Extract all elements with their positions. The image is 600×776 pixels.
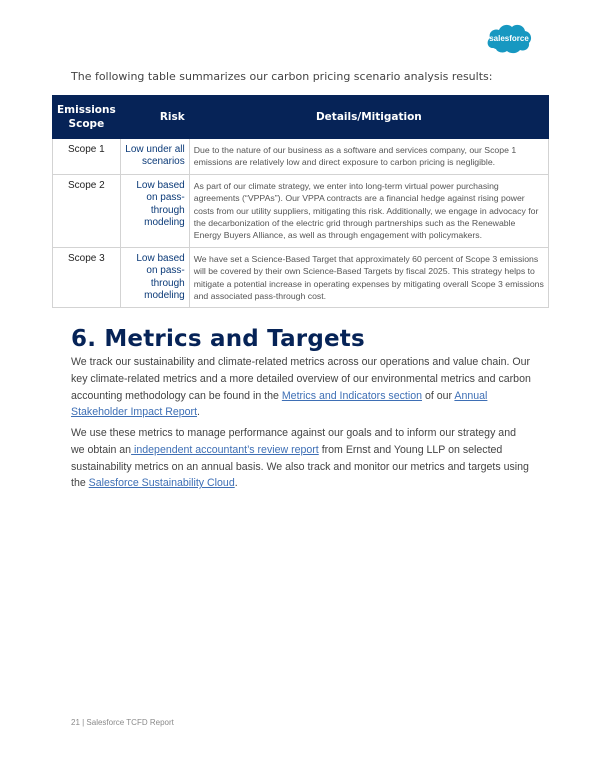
table-row xyxy=(53,247,549,308)
table-intro: The following table summarizes our carbon pricing scenario analysis results: xyxy=(71,70,493,83)
paragraph-text: We track our sustainability and climate-related metrics across our operations and value chain. Our key climate-related metrics and a more detailed overview of our environmental metrics and carbon accounting methodology can be found in the xyxy=(71,356,531,402)
review-report-link[interactable]: independent accountant’s review report xyxy=(131,443,319,456)
paragraph-text: from Ernst and Young LLP on selected sustainability metrics on an annual basis. We also track and monitor our metrics and targets using the xyxy=(71,443,529,490)
paragraph-text: . xyxy=(197,406,200,419)
cell-scope: Scope 1 xyxy=(53,139,121,175)
stakeholder-report-link[interactable]: Annual Stakeholder Impact Report xyxy=(71,389,488,419)
salesforce-logo xyxy=(485,21,533,55)
paragraph-text: . xyxy=(234,477,238,490)
paragraph-text: of our xyxy=(422,389,455,402)
table-header-row xyxy=(53,96,549,139)
metrics-indicators-link[interactable]: Metrics and Indicators section xyxy=(281,389,422,402)
page-footer: 21 | Salesforce TCFD Report xyxy=(71,718,174,727)
sustainability-cloud-link[interactable]: Salesforce Sustainability Cloud xyxy=(88,477,235,490)
header-risk: Risk xyxy=(120,96,189,139)
header-emissions-scope: Emissions Scope xyxy=(53,96,121,139)
carbon-pricing-table xyxy=(52,95,549,308)
table-row xyxy=(53,139,549,175)
cell-risk: Low under all scenarios xyxy=(120,139,189,175)
paragraph-text: We use these metrics to manage performance against our goals and to inform our strategy and we obtain an xyxy=(71,427,516,456)
cell-details: As part of our climate strategy, we enter into long-term virtual power purchasing agreements (“VPPAs”). Our VPPA contracts are a financial hedge against rising power costs from our utility suppliers, mitigating this risk. Additionally, we engage in advocacy for the decarbonization of the electric grid through partnerships such as the Renewable Energy Buyers Alliance, as well as through engagement with policymakers. xyxy=(189,174,548,247)
cell-scope: Scope 3 xyxy=(53,247,121,308)
logo-text: salesforce xyxy=(489,34,529,43)
cell-risk: Low based on pass-through modeling xyxy=(120,247,189,308)
cell-details: Due to the nature of our business as a software and services company, our Scope 1 emissions are relatively low and direct exposure to carbon pricing is negligible. xyxy=(189,139,548,175)
header-details-mitigation: Details/Mitigation xyxy=(189,96,548,139)
cell-scope: Scope 2 xyxy=(53,174,121,247)
cell-risk: Low based on pass-through modeling xyxy=(120,174,189,247)
section-title: 6. Metrics and Targets xyxy=(71,326,365,352)
cell-details: We have set a Science-Based Target that approximately 60 percent of Scope 3 emissions will be covered by their own Science-Based Targets by fiscal 2025. This strategy helps to mitigate a potential increase in operating expenses by mitigating overall Scope 3 emissions and associated pass-through cost. xyxy=(189,247,548,308)
metrics-paragraph-1 xyxy=(71,354,531,421)
cloud-logo-icon xyxy=(485,21,533,55)
table-row xyxy=(53,174,549,247)
metrics-paragraph-2 xyxy=(71,425,531,492)
